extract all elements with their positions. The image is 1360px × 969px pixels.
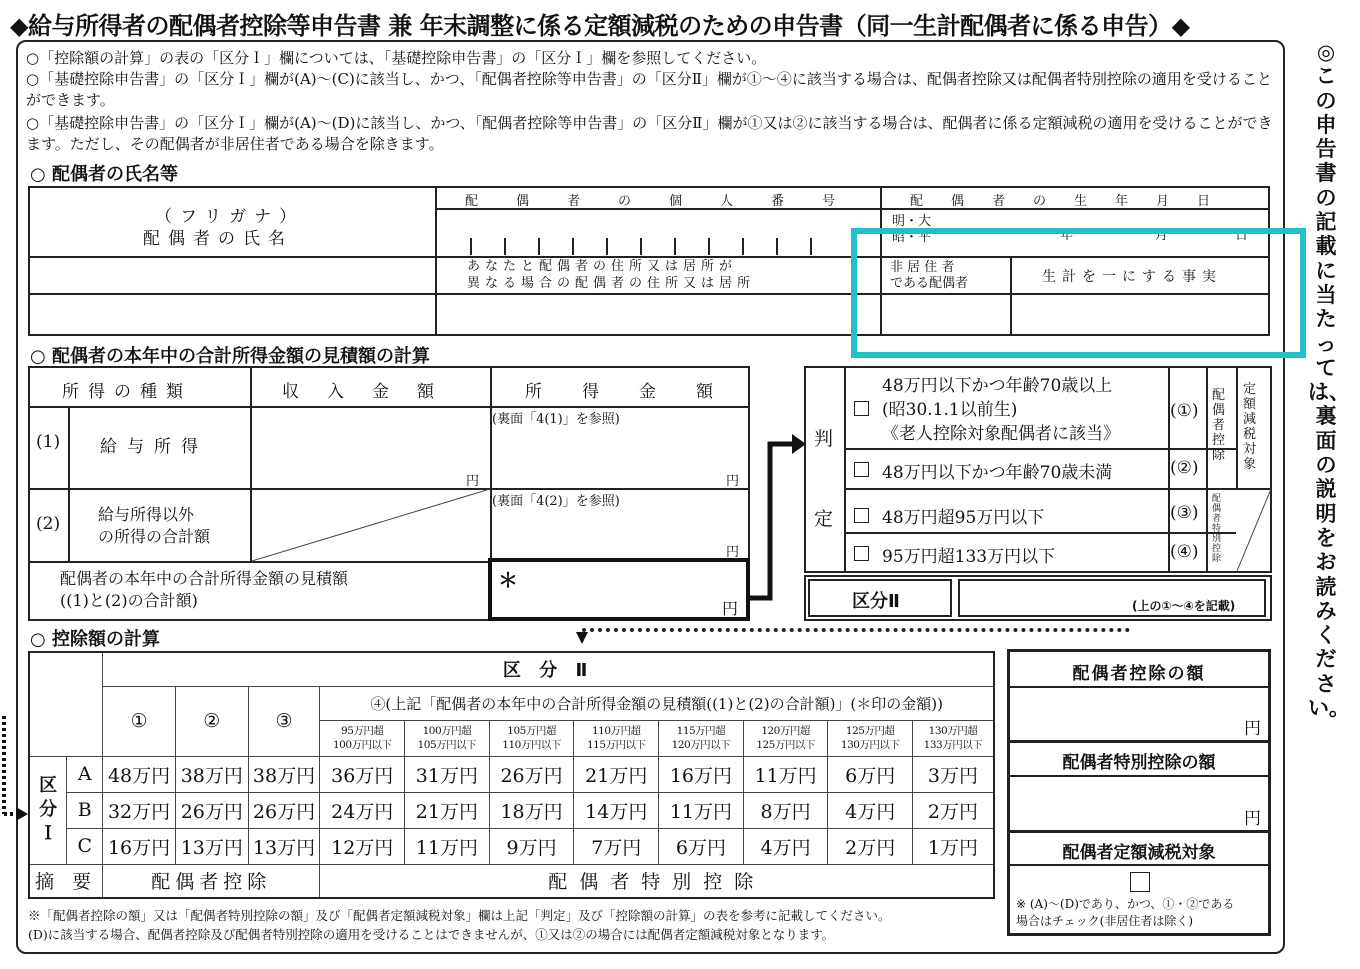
- checkbox-opt4[interactable]: [854, 546, 869, 561]
- table-cell: 16万円: [659, 756, 744, 792]
- opt2-number: (②): [1170, 458, 1199, 478]
- footnote: ※「配偶者控除の額」又は「配偶者特別控除の額」及び「配偶者定額減税対象」欄は上記「判定」及び「控除額の計算」の表を参考に記載してください。 (D)に該当する場合、配偶者控除及び配偶者特別控除の適用を受けることはできませんが、①又は②の場合には配偶者定額減税対象となります。: [28, 908, 891, 942]
- col-1: ①: [103, 686, 176, 756]
- kubun2-label: 区分Ⅱ: [852, 591, 900, 612]
- total-estimate-input[interactable]: [488, 558, 750, 621]
- table-cell: 13万円: [175, 828, 248, 864]
- table-cell: 12万円: [320, 828, 405, 864]
- table-cell: 21万円: [574, 756, 659, 792]
- table-cell: 18万円: [489, 792, 574, 828]
- diagonal-slash: [252, 489, 490, 561]
- table-cell: 2万円: [828, 828, 912, 864]
- col-revenue: 収入金額: [282, 382, 462, 402]
- table-cell: 13万円: [248, 828, 320, 864]
- special-amount-input[interactable]: [1012, 778, 1266, 828]
- table-cell: 11万円: [659, 792, 744, 828]
- table-cell: 11万円: [743, 756, 828, 792]
- checkbox-opt2[interactable]: [854, 462, 869, 477]
- spouse-name-label: 配偶者の氏名: [143, 229, 293, 249]
- row1-ref: (裏面「4(1)」を参照): [492, 412, 620, 427]
- section-income-estimate-heading: ○ 配偶者の本年中の合計所得金額の見積額の計算: [30, 346, 430, 367]
- col-teigaku-label: 定額減税対象: [1243, 382, 1257, 472]
- row-label-b: B: [67, 792, 103, 828]
- range-cell: 115万円超 120万円以下: [659, 720, 744, 756]
- table-cell: 21万円: [405, 792, 490, 828]
- table-cell: 36万円: [320, 756, 405, 792]
- kubun2-header: 区 分 Ⅱ: [103, 652, 994, 686]
- month-label: 月: [1155, 228, 1169, 243]
- table-cell: 1万円: [912, 828, 994, 864]
- nonresident-label: 非 居 住 者 である配偶者: [890, 260, 969, 291]
- special-amount-label: 配偶者特別控除の額: [1062, 753, 1216, 773]
- dotted-connector: [582, 628, 1130, 632]
- yen-unit: 円: [1244, 719, 1261, 739]
- col-income-amount: 所得金額: [525, 382, 753, 402]
- deduction-amount-label: 配偶者控除の額: [1072, 664, 1206, 684]
- mynumber-digit-boxes[interactable]: [436, 238, 850, 255]
- asterisk-mark: ＊: [498, 568, 518, 592]
- row2-label: 給与所得以外 の所得の合計額: [98, 505, 211, 546]
- judgment-table: [804, 366, 1272, 573]
- side-note: ◎この申告書の記載に当たっては、裏面の説明をお読みください。: [1308, 40, 1350, 721]
- table-cell: 48万円: [103, 756, 176, 792]
- col-income-type: 所得の種類: [62, 382, 192, 402]
- yen-unit: 円: [466, 474, 480, 489]
- summary-deduction: 配偶者控除: [103, 864, 320, 898]
- table-cell: 38万円: [248, 756, 320, 792]
- arrow-down: [574, 630, 590, 646]
- col-3: ③: [248, 686, 320, 756]
- dotted-arrow-kubun1: [0, 716, 28, 826]
- summary-label: 摘 要: [29, 864, 103, 898]
- summary-special: 配偶者特別控除: [320, 864, 994, 898]
- judgment-opt3: 48万円超95万円以下: [882, 508, 1045, 528]
- range-cell: 95万円超 100万円以下: [320, 720, 405, 756]
- table-cell: 14万円: [574, 792, 659, 828]
- deduction-result-panel: [1007, 649, 1271, 936]
- table-cell: 4万円: [743, 828, 828, 864]
- judgment-label-bottom: 定: [814, 508, 834, 530]
- table-cell: 4万円: [828, 792, 912, 828]
- table-cell: 26万円: [248, 792, 320, 828]
- table-cell: 9万円: [489, 828, 574, 864]
- kubun2-note: (上の①～④を記載): [1132, 599, 1236, 613]
- teigaku-target-label: 配偶者定額減税対象: [1062, 843, 1216, 863]
- yen-unit: 円: [722, 599, 739, 618]
- range-cell: 110万円超 115万円以下: [574, 720, 659, 756]
- table-cell: 2万円: [912, 792, 994, 828]
- col-special-label: 配偶者特別控除: [1212, 494, 1222, 564]
- checkbox-opt1[interactable]: [854, 401, 869, 416]
- judgment-opt2: 48万円以下かつ年齢70歳未満: [882, 463, 1113, 483]
- row1-label: 給与所得: [100, 437, 208, 457]
- range-cell: 100万円超 105万円以下: [405, 720, 490, 756]
- judgment-label-top: 判: [814, 428, 834, 450]
- table-cell: 6万円: [659, 828, 744, 864]
- diagonal-slash: [1237, 489, 1271, 571]
- address-label: あなたと配偶者の住所又は居所が 異なる場合の配偶者の住所又は居所: [467, 259, 756, 291]
- arrow-to-judgment: [750, 428, 806, 608]
- section-deduction-calc-heading: ○ 控除額の計算: [30, 629, 160, 650]
- range-cell: 120万円超 125万円以下: [743, 720, 828, 756]
- kubun1-label: 区 分 Ｉ: [29, 756, 67, 864]
- table-cell: 3万円: [912, 756, 994, 792]
- yen-unit: 円: [1244, 809, 1261, 829]
- col-2: ②: [175, 686, 248, 756]
- form-title: ◆給与所得者の配偶者控除等申告書 兼 年末調整に係る定額減税のための申告書（同一生計配偶者に係る申告）◆: [10, 12, 1190, 40]
- furigana-label: （フリガナ）: [155, 207, 305, 227]
- range-cell: 105万円超 110万円以下: [489, 720, 574, 756]
- table-cell: 7万円: [574, 828, 659, 864]
- teigaku-checkbox[interactable]: [1130, 872, 1150, 892]
- deduction-calc-table: [28, 651, 995, 899]
- checkbox-opt3[interactable]: [854, 508, 869, 523]
- table-cell: 6万円: [828, 756, 912, 792]
- col-deduction-label: 配偶者控除: [1212, 388, 1226, 463]
- note-1: ○「控除額の計算」の表の「区分Ｉ」欄については、「基礎控除申告書」の「区分Ｉ」欄を参照してください。: [26, 49, 767, 67]
- table-cell: 31万円: [405, 756, 490, 792]
- day-label: 日: [1235, 228, 1249, 243]
- row-label-c: C: [67, 828, 103, 864]
- table-cell: 26万円: [175, 792, 248, 828]
- table-cell: 32万円: [103, 792, 176, 828]
- opt4-number: (④): [1170, 542, 1199, 562]
- range-cell: 130万円超 133万円以下: [912, 720, 994, 756]
- same-household-label: 生計を一にする事実: [1042, 269, 1222, 285]
- col-4-header: ④(上記「配偶者の本年中の合計所得金額の見積額((1)と(2)の合計額)」(＊印の金額)): [320, 686, 994, 720]
- mynumber-label: 配偶者の個人番号: [465, 194, 874, 209]
- yen-unit: 円: [726, 545, 740, 560]
- judgment-opt4: 95万円超133万円以下: [882, 547, 1056, 567]
- row2-number: (2): [36, 514, 61, 534]
- table-cell: 16万円: [103, 828, 176, 864]
- highlight-box: [851, 228, 1306, 358]
- note-3: ○「基礎控除申告書」の「区分Ｉ」欄が(A)～(D)に該当し、かつ、「配偶者控除等申告書」の「区分Ⅱ」欄が①又は②に該当する場合は、配偶者に係る定額減税の適用を受けることができます。ただし、その配偶者が非居住者である場合を除きます。: [26, 114, 1273, 153]
- year-label: 年: [1060, 228, 1074, 243]
- kubun2-box: [804, 575, 1272, 621]
- teigaku-note: ※ (A)～(D)であり、かつ、①・②である 場合はチェック(非居住者は除く): [1016, 897, 1235, 928]
- note-2: ○「基礎控除申告書」の「区分Ｉ」欄が(A)～(C)に該当し、かつ、「配偶者控除等申告書」の「区分Ⅱ」欄が①～④に該当する場合は、配偶者控除又は配偶者特別控除の適用を受けることができます。: [26, 70, 1272, 109]
- deduction-amount-input[interactable]: [1012, 689, 1266, 739]
- table-cell: 26万円: [489, 756, 574, 792]
- birthdate-label: 配偶者の生年月日: [910, 194, 1239, 209]
- row2-ref: (裏面「4(2)」を参照): [492, 494, 620, 509]
- total-estimate-label: 配偶者の本年中の合計所得金額の見積額 ((1)と(2)の合計額): [60, 569, 349, 610]
- range-cell: 125万円超 130万円以下: [828, 720, 912, 756]
- table-cell: 38万円: [175, 756, 248, 792]
- row1-number: (1): [36, 432, 61, 452]
- era-label: 明・大 昭・平: [892, 214, 932, 245]
- table-cell: 24万円: [320, 792, 405, 828]
- yen-unit: 円: [726, 474, 740, 489]
- row-label-a: A: [67, 756, 103, 792]
- opt3-number: (③): [1170, 503, 1199, 523]
- section-spouse-name-heading: ○ 配偶者の氏名等: [30, 164, 178, 185]
- table-cell: 8万円: [743, 792, 828, 828]
- opt1-number: (①): [1170, 401, 1199, 421]
- judgment-opt1: 48万円以下かつ年齢70歳以上 (昭30.1.1以前生) 《老人控除対象配偶者に該当》: [882, 376, 1120, 444]
- table-cell: 11万円: [405, 828, 490, 864]
